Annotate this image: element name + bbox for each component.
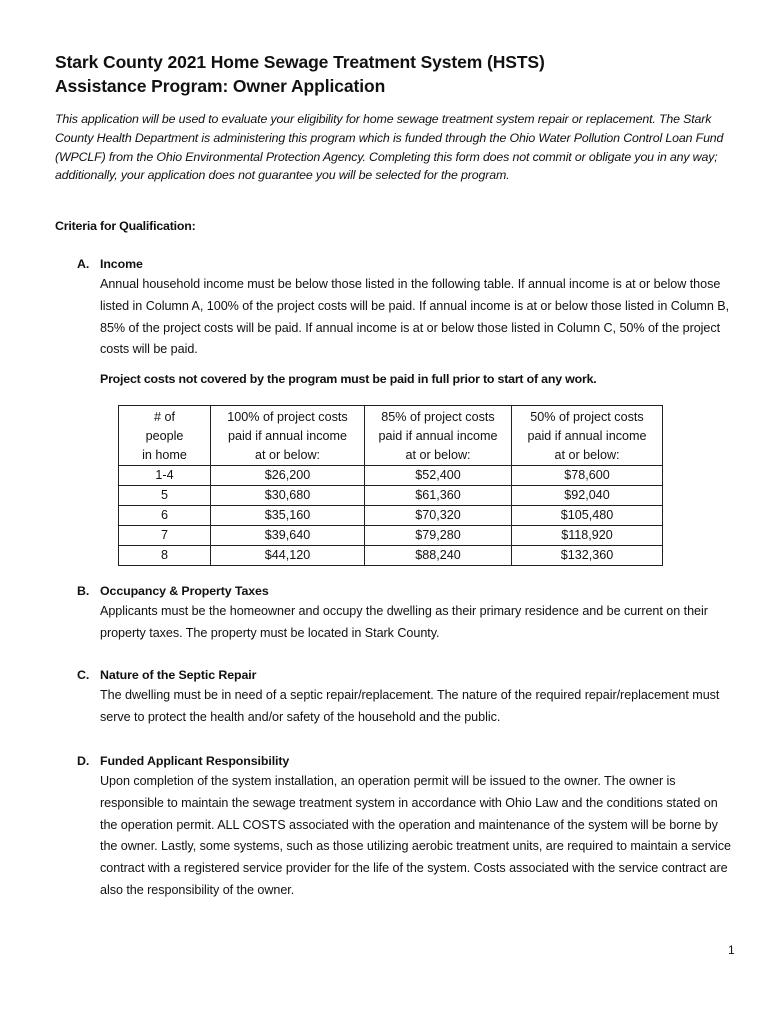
section-letter: D. (77, 754, 90, 768)
section-heading (77, 752, 737, 770)
table-row (119, 486, 663, 506)
criteria-heading: Criteria for Qualification: (55, 219, 196, 233)
section-title: Funded Applicant Responsibility (100, 754, 290, 768)
project-costs-note: Project costs not covered by the program must be paid in full prior to start of any work. (100, 372, 597, 386)
cell-column-a: $26,200 (211, 466, 365, 486)
cell-column-c: $78,600 (512, 466, 663, 486)
section-septic-repair (77, 666, 737, 729)
cell-column-a: $30,680 (211, 486, 365, 506)
income-table (118, 405, 663, 566)
section-letter: A. (77, 257, 90, 271)
section-heading (77, 582, 737, 600)
table-header-row (119, 406, 663, 466)
intro-paragraph: This application will be used to evaluate your eligibility for home sewage treatment system repair or replacement. The Stark County Health Department is administering this program which is funded through the Ohio Water Pollution Control Loan Fund (WPCLF) from the Ohio Environmental Protection Agency. Completing this form does not commit or obligate you in any way; additionally, your application does not guarantee you will be selected for the program. (55, 112, 724, 183)
section-title: Occupancy & Property Taxes (100, 584, 269, 598)
section-title: Income (100, 257, 143, 271)
cell-column-b: $79,280 (365, 526, 512, 546)
header-people: # of people in home (119, 406, 211, 466)
cell-people: 7 (119, 526, 211, 546)
section-letter: B. (77, 584, 90, 598)
section-body: Upon completion of the system installation, an operation permit will be issued to the owner. The owner is responsible to maintain the sewage treatment system in accordance with Ohio Law and the conditions stated on the operation permit. ALL COSTS associated with the operation and maintenance of the system will be borne by the owner. Lastly, some systems, such as those utilizing aerobic treatment units, are required to maintain a service contract with a registered service provider for the life of the system. Costs associated with the service contract are also the responsibility of the owner. (100, 774, 731, 897)
cell-people: 6 (119, 506, 211, 526)
cell-column-b: $61,360 (365, 486, 512, 506)
header-column-a: 100% of project costs paid if annual income at or below: (211, 406, 365, 466)
cell-column-c: $92,040 (512, 486, 663, 506)
document-title (55, 50, 735, 98)
table-row (119, 466, 663, 486)
header-column-c: 50% of project costs paid if annual income at or below: (512, 406, 663, 466)
cell-column-c: $118,920 (512, 526, 663, 546)
header-column-b: 85% of project costs paid if annual income at or below: (365, 406, 512, 466)
cell-column-a: $44,120 (211, 546, 365, 566)
cell-column-b: $52,400 (365, 466, 512, 486)
cell-people: 8 (119, 546, 211, 566)
cell-column-a: $39,640 (211, 526, 365, 546)
section-letter: C. (77, 668, 90, 682)
section-occupancy (77, 582, 737, 645)
section-heading (77, 255, 737, 273)
title-line-2: Assistance Program: Owner Application (55, 76, 386, 96)
cell-people: 5 (119, 486, 211, 506)
section-body: Applicants must be the homeowner and occupy the dwelling as their primary residence and be current on their property taxes. The property must be located in Stark County. (100, 604, 708, 640)
section-body: Annual household income must be below those listed in the following table. If annual income is at or below those listed in Column A, 100% of the project costs will be paid. If annual income is at or below those listed in Column B, 85% of the project costs will be paid. If annual income is at or below those listed in Column C, 50% of the project costs will be paid. (100, 277, 730, 357)
section-heading (77, 666, 737, 684)
cell-people: 1-4 (119, 466, 211, 486)
page-number: 1 (728, 943, 735, 957)
cell-column-b: $70,320 (365, 506, 512, 526)
section-title: Nature of the Septic Repair (100, 668, 257, 682)
table-row (119, 506, 663, 526)
cell-column-b: $88,240 (365, 546, 512, 566)
section-body: The dwelling must be in need of a septic repair/replacement. The nature of the required repair/replacement must serve to protect the health and/or safety of the household and the public. (100, 688, 720, 724)
cell-column-a: $35,160 (211, 506, 365, 526)
table-row (119, 526, 663, 546)
section-income (77, 255, 737, 361)
cell-column-c: $132,360 (512, 546, 663, 566)
cell-column-c: $105,480 (512, 506, 663, 526)
table-row (119, 546, 663, 566)
title-line-1: Stark County 2021 Home Sewage Treatment System (HSTS) (55, 52, 545, 72)
section-applicant-responsibility (77, 752, 737, 902)
